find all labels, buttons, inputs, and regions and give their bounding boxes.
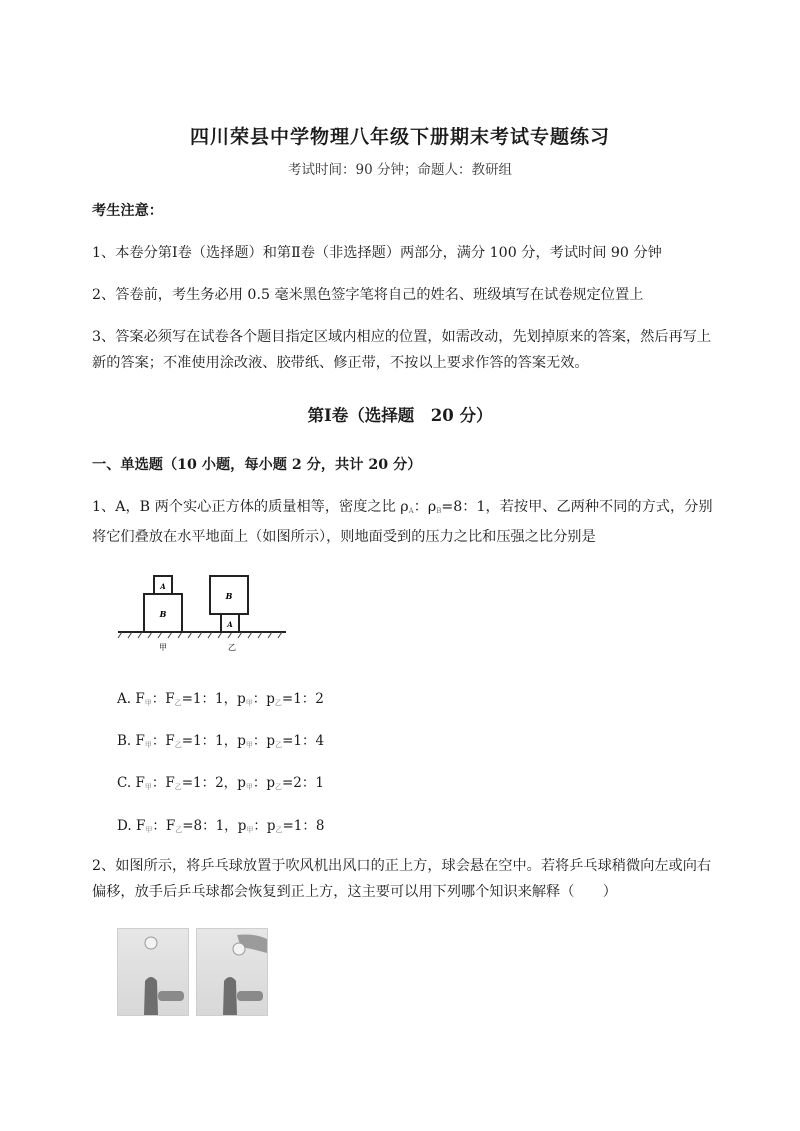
- q1-text-c: =8：1，若按甲、乙两种不同的方式，分别将它们叠放在水平地面上（如图所示），则地面受到的压力之比和压强之比分别是: [92, 499, 713, 545]
- q1-text-b: ：ρ: [413, 499, 437, 515]
- yi-label-b: B: [225, 591, 233, 601]
- hair-dryer-nozzle: [144, 977, 158, 1015]
- hand: [237, 991, 263, 1001]
- q1-option-d[interactable]: D. $F_甲$：$F_乙=8$：1，$p_甲$：$p_乙=1$：8: [117, 818, 325, 834]
- caption-jia: 甲: [159, 643, 167, 652]
- part-heading: 一、单选题（10 小题，每小题 2 分，共计 20 分）: [92, 457, 422, 473]
- section-title: 第Ⅰ卷（选择题 20 分）: [307, 406, 493, 425]
- notice-item-3: 3、答案必须写在试卷各个题目指定区域内相应的位置，如需改动，先划掉原来的答案，然后再写上新的答案；不准使用涂改液、胶带纸、修正带，不按以上要求作答的答案无效。: [92, 329, 712, 371]
- q1-text-a: 1、A，B 两个实心正方体的质量相等，密度之比 ρ: [92, 499, 409, 515]
- yi-label-a: A: [227, 620, 233, 629]
- jia-label-a: A: [160, 582, 166, 591]
- q1-option-a[interactable]: A. $F_甲$：$F_乙=1$：1，$p_甲$：$p_乙=1$：2: [117, 691, 324, 707]
- hand: [158, 991, 184, 1001]
- notice-heading: 考生注意：: [92, 203, 163, 219]
- question-1-stem: [92, 494, 722, 550]
- jia-label-b: B: [159, 609, 167, 619]
- q1-option-b[interactable]: B. $F_甲$：$F_乙=1$：1，$p_甲$：$p_乙=1$：4: [117, 733, 325, 749]
- question-2-stem: 2、如图所示，将乒乓球放置于吹风机出风口的正上方，球会悬在空中。若将乒乓球稍微向左或向右偏移，放手后乒乓球都会恢复到正上方，这主要可以用下列哪个知识来解释（ ）: [92, 858, 712, 900]
- exam-subtitle: 考试时间：90 分钟；命题人：教研组: [288, 162, 512, 178]
- caption-yi: 乙: [228, 643, 236, 652]
- q1-option-c[interactable]: C. $F_甲$：$F_乙=1$：2，$p_甲$：$p_乙=2$：1: [117, 775, 324, 791]
- hair-dryer-nozzle: [223, 977, 237, 1015]
- notice-item-2: 2、答卷前，考生务必用 0.5 毫米黑色签字笔将自己的姓名、班级填写在试卷规定位置上: [92, 287, 644, 303]
- notice-item-1: 1、本卷分第Ⅰ卷（选择题）和第Ⅱ卷（非选择题）两部分，满分 100 分，考试时间 90 分钟: [92, 245, 662, 261]
- q1-sub-a: A: [408, 507, 414, 515]
- ping-pong-ball: [233, 943, 245, 955]
- q1-sub-b: B: [436, 507, 442, 515]
- q2-photo-centered: [117, 928, 189, 1016]
- page-title: 四川荣县中学物理八年级下册期末考试专题练习: [189, 126, 610, 148]
- q2-photo-offset: [196, 928, 268, 1016]
- ping-pong-ball: [145, 937, 157, 949]
- q1-figure: [110, 568, 290, 658]
